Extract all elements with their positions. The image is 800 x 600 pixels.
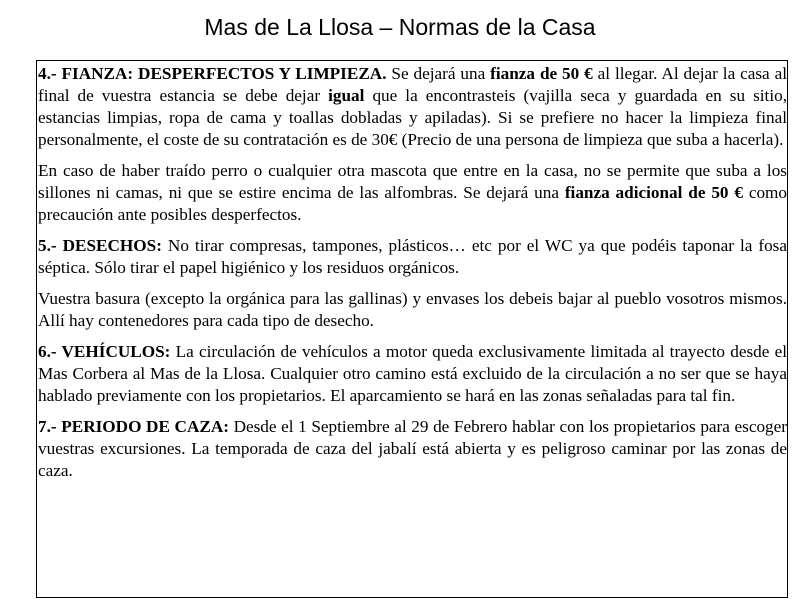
- desechos-heading: 5.- DESECHOS:: [38, 236, 162, 255]
- fianza-igual: igual: [328, 86, 365, 105]
- vehiculos-text: La circulación de vehículos a motor queda exclusivamente limitada al trayecto desde el Mas Corbera al Mas de la Llosa. Cualquier otro camino está excluido de la circulación a no ser que se haya hablado previamente con los propietarios. El aparcamiento se hará en las zonas señaladas para tal fin.: [38, 342, 787, 405]
- fianza-amount: fianza de 50 €: [490, 64, 593, 83]
- fianza-heading: 4.- FIANZA: DESPERFECTOS Y LIMPIEZA.: [38, 64, 387, 83]
- vehiculos-paragraph: [37, 341, 787, 407]
- mascota-fianza: fianza adicional de 50 €: [564, 183, 743, 202]
- page-title: Mas de La Llosa – Normas de la Casa: [204, 14, 596, 40]
- vehiculos-heading: 6.- VEHÍCULOS:: [38, 342, 171, 361]
- fianza-text-c: al llegar. Al dejar la casa al final de vuestra estancia se debe dejar: [38, 64, 788, 105]
- desechos-paragraph: [37, 235, 787, 279]
- caza-text: Desde el 1 Septiembre al 29 de Febrero hablar con los propietarios para escoger vuestras excursiones. La temporada de caza del jabalí está abierta y es peligroso caminar por las zonas de caza.: [38, 417, 787, 480]
- fianza-text-e: que la encontrasteis (vajilla seca y guardada en su sitio, estancias limpias, ropa de cama y toallas dobladas y apiladas). Si se prefiere no hacer la limpieza final personalmente, el coste de su contratación es de 30€ (Precio de una persona de limpieza que suba a hacerla).: [38, 86, 788, 149]
- mascota-text-c: como precaución ante posibles desperfectos.: [38, 183, 788, 224]
- fianza-paragraph: [37, 63, 787, 151]
- caza-heading: 7.- PERIODO DE CAZA:: [38, 417, 229, 436]
- mascota-text-a: En caso de haber traído perro o cualquier otra mascota que entre en la casa, no se permite que suba a los sillones ni camas, ni que se estire encima de las alfombras. Se dejará una: [38, 161, 787, 202]
- desechos-text: No tirar compresas, tampones, plásticos… etc por el WC ya que podéis taponar la fosa séptica. Sólo tirar el papel higiénico y los residuos orgánicos.: [38, 236, 787, 277]
- fianza-text-a: Se dejará una: [386, 64, 491, 83]
- mascota-paragraph: [37, 160, 787, 226]
- rules-box: [36, 60, 788, 598]
- basura-paragraph: Vuestra basura (excepto la orgánica para las gallinas) y envases los debeis bajar al pueblo vosotros mismos. Allí hay contenedores para cada tipo de desecho.: [38, 289, 787, 330]
- caza-paragraph: [37, 416, 787, 482]
